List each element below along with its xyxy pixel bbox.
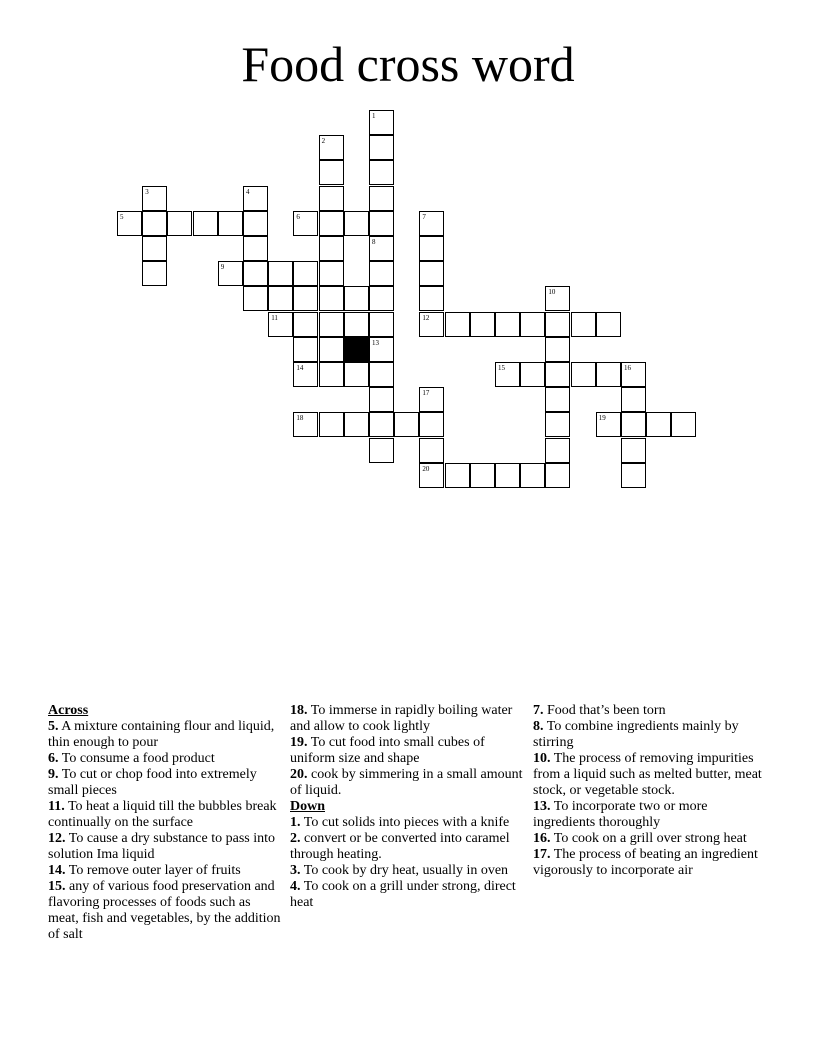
down-clue	[533, 703, 769, 719]
grid-cell[interactable]	[545, 463, 570, 488]
clue-number: 8	[372, 238, 376, 246]
clue-number-label: 2.	[290, 831, 301, 846]
crossword-grid	[0, 0, 816, 500]
clue-number: 6	[296, 212, 300, 221]
across-clue	[290, 735, 526, 767]
grid-cell[interactable]	[545, 387, 570, 412]
grid-cell[interactable]	[621, 412, 646, 437]
down-heading: Down	[290, 799, 326, 814]
clues-column-3	[533, 703, 769, 879]
grid-cell[interactable]	[369, 160, 394, 185]
grid-cell[interactable]	[419, 438, 444, 463]
clue-number-label: 15.	[48, 879, 66, 894]
grid-cell[interactable]	[369, 412, 394, 437]
down-clue	[290, 863, 526, 879]
clue-number: 18	[296, 414, 304, 423]
down-clue	[533, 719, 769, 751]
clue-text: To cause a dry substance to pass into solution Ima liquid	[48, 831, 275, 862]
clue-number-label: 10.	[533, 751, 551, 766]
grid-cell[interactable]	[419, 412, 444, 437]
grid-cell[interactable]	[293, 286, 318, 311]
grid-cell[interactable]	[419, 236, 444, 261]
grid-cell[interactable]	[243, 211, 268, 236]
clue-number-label: 4.	[290, 879, 301, 894]
clue-number: 12	[422, 313, 430, 322]
across-clue	[48, 879, 284, 943]
grid-cell[interactable]	[117, 211, 142, 236]
grid-cell[interactable]	[167, 211, 192, 236]
clue-text: To remove outer layer of fruits	[65, 863, 241, 878]
grid-cell[interactable]	[293, 261, 318, 286]
clue-text: To heat a liquid till the bubbles break continually on the surface	[48, 799, 277, 830]
grid-cell[interactable]	[319, 337, 344, 362]
across-clue	[48, 831, 284, 863]
grid-cell[interactable]	[319, 211, 344, 236]
clue-number-label: 1.	[290, 815, 301, 830]
clue-number-label: 9.	[48, 767, 59, 782]
grid-cell[interactable]	[243, 261, 268, 286]
grid-cell[interactable]	[319, 160, 344, 185]
across-clue	[48, 863, 284, 879]
grid-cell[interactable]	[495, 362, 520, 387]
grid-cell[interactable]	[520, 362, 545, 387]
grid-cell[interactable]	[344, 286, 369, 311]
grid-cell[interactable]	[243, 286, 268, 311]
grid-cell[interactable]	[495, 463, 520, 488]
grid-cell[interactable]	[621, 438, 646, 463]
clue-text: To cook on a grill over strong heat	[550, 831, 747, 846]
clue-number: 16	[624, 364, 631, 372]
clue-text: Food that’s been torn	[543, 703, 666, 718]
clue-number: 3	[145, 187, 149, 196]
grid-cell[interactable]	[596, 312, 621, 337]
black-square	[344, 337, 369, 362]
clue-number-label: 5.	[48, 719, 59, 734]
grid-cell[interactable]	[319, 261, 344, 286]
grid-cell[interactable]	[445, 463, 470, 488]
across-clue	[48, 767, 284, 799]
clue-number-label: 11.	[48, 799, 65, 814]
grid-cell[interactable]	[142, 236, 167, 261]
down-clue	[533, 751, 769, 799]
grid-cell[interactable]	[268, 261, 293, 286]
grid-cell[interactable]	[243, 186, 268, 211]
clue-number: 7	[422, 212, 426, 221]
down-clue	[533, 847, 769, 879]
across-clue	[48, 799, 284, 831]
clue-number: 9	[220, 263, 225, 272]
clue-text: To consume a food product	[58, 751, 215, 766]
clue-number: 19	[598, 414, 606, 423]
grid-cell[interactable]	[545, 337, 570, 362]
grid-cell[interactable]	[193, 211, 218, 236]
grid-cell[interactable]	[319, 236, 344, 261]
clue-text: convert or be converted into caramel through heating.	[290, 831, 510, 862]
grid-cell[interactable]	[545, 286, 570, 311]
clue-number: 2	[321, 137, 326, 146]
grid-cell[interactable]	[268, 312, 293, 337]
clue-number-label: 13.	[533, 799, 551, 814]
grid-cell[interactable]	[293, 337, 318, 362]
clue-text: To cut solids into pieces with a knife	[300, 815, 510, 830]
clue-text: To cut or chop food into extremely small pieces	[48, 767, 257, 798]
grid-cell[interactable]	[419, 387, 444, 412]
grid-cell[interactable]	[470, 312, 495, 337]
clue-number: 20	[422, 464, 430, 473]
down-clue	[290, 879, 526, 911]
grid-cell[interactable]	[369, 438, 394, 463]
clue-text: cook by simmering in a small amount of liquid.	[290, 767, 523, 798]
grid-cell[interactable]	[243, 236, 268, 261]
clues-column-2	[290, 703, 526, 911]
clue-number-label: 8.	[533, 719, 544, 734]
grid-cell[interactable]	[369, 337, 394, 362]
grid-cell[interactable]	[369, 236, 394, 261]
grid-cell[interactable]	[520, 312, 545, 337]
grid-cell[interactable]	[419, 286, 444, 311]
clue-text: To cook on a grill under strong, direct heat	[290, 879, 516, 910]
clues-column-1	[48, 703, 284, 943]
clue-number-label: 14.	[48, 863, 66, 878]
grid-cell[interactable]	[369, 186, 394, 211]
grid-cell[interactable]	[545, 438, 570, 463]
down-clue	[533, 799, 769, 831]
grid-cell[interactable]	[394, 412, 419, 437]
grid-cell[interactable]	[369, 362, 394, 387]
grid-cell[interactable]	[319, 186, 344, 211]
clue-text: To incorporate two or more ingredients thoroughly	[533, 799, 708, 830]
clue-number-label: 19.	[290, 735, 308, 750]
grid-cell[interactable]	[319, 135, 344, 160]
across-heading: Across	[48, 703, 89, 718]
clue-number-label: 6.	[48, 751, 59, 766]
grid-cell[interactable]	[419, 312, 444, 337]
clue-text: To combine ingredients mainly by stirring	[533, 719, 739, 750]
grid-cell[interactable]	[470, 463, 495, 488]
grid-cell[interactable]	[218, 261, 243, 286]
grid-cell[interactable]	[419, 261, 444, 286]
grid-cell[interactable]	[495, 312, 520, 337]
clue-number-label: 18.	[290, 703, 308, 718]
grid-cell[interactable]	[218, 211, 243, 236]
clue-number: 5	[120, 212, 124, 221]
clue-text: A mixture containing flour and liquid, thin enough to pour	[48, 719, 275, 750]
grid-cell[interactable]	[344, 211, 369, 236]
page-title: Food cross word	[241, 36, 575, 92]
grid-cell[interactable]	[520, 463, 545, 488]
grid-cell[interactable]	[445, 312, 470, 337]
grid-cell[interactable]	[319, 312, 344, 337]
grid-cell[interactable]	[293, 211, 318, 236]
clue-number-label: 17.	[533, 847, 551, 862]
clue-text: To immerse in rapidly boiling water and allow to cook lightly	[290, 703, 513, 734]
clue-number-label: 16.	[533, 831, 551, 846]
grid-cell[interactable]	[621, 387, 646, 412]
grid-cell[interactable]	[545, 412, 570, 437]
grid-cell[interactable]	[369, 110, 394, 135]
clue-number: 11	[271, 313, 278, 322]
grid-cell[interactable]	[344, 312, 369, 337]
grid-cell[interactable]	[545, 312, 570, 337]
grid-cell[interactable]	[369, 261, 394, 286]
grid-cell[interactable]	[293, 312, 318, 337]
grid-cell[interactable]	[142, 186, 167, 211]
clue-number: 13	[372, 338, 379, 347]
clue-number: 14	[296, 364, 304, 372]
across-clue	[290, 703, 526, 735]
clue-text: any of various food preservation and flavoring processes of foods such as meat, fish and vegetables, by the addition of salt	[48, 879, 281, 942]
grid-cell[interactable]	[571, 312, 596, 337]
grid-cell[interactable]	[621, 463, 646, 488]
grid-cell[interactable]	[319, 412, 344, 437]
grid-cell[interactable]	[545, 362, 570, 387]
grid-cell[interactable]	[671, 412, 696, 437]
across-clue	[48, 751, 284, 767]
grid-cell[interactable]	[621, 362, 646, 387]
clue-number: 15	[498, 364, 505, 372]
clue-number: 1	[372, 112, 376, 120]
grid-cell[interactable]	[369, 286, 394, 311]
clue-number-label: 20.	[290, 767, 308, 782]
grid-cell[interactable]	[369, 211, 394, 236]
clue-number-label: 7.	[533, 703, 544, 718]
grid-cell[interactable]	[596, 362, 621, 387]
clue-text: The process of removing impurities from a liquid such as melted butter, meat stock, or vegetable stock.	[533, 751, 762, 798]
clue-text: The process of beating an ingredient vigorously to incorporate air	[533, 847, 758, 878]
grid-cell[interactable]	[344, 362, 369, 387]
grid-cell[interactable]	[293, 412, 318, 437]
clue-number-label: 3.	[290, 863, 301, 878]
clue-number: 4	[246, 187, 250, 196]
grid-cell[interactable]	[369, 387, 394, 412]
clue-number-label: 12.	[48, 831, 66, 846]
grid-cell[interactable]	[646, 412, 671, 437]
grid-cell[interactable]	[268, 286, 293, 311]
grid-cell[interactable]	[369, 135, 394, 160]
across-clue	[48, 719, 284, 751]
grid-cell[interactable]	[142, 211, 167, 236]
grid-cell[interactable]	[596, 412, 621, 437]
grid-cell[interactable]	[419, 463, 444, 488]
down-clue	[533, 831, 769, 847]
grid-cell[interactable]	[571, 362, 596, 387]
grid-cell[interactable]	[419, 211, 444, 236]
clue-number: 10	[548, 288, 556, 297]
grid-cell[interactable]	[319, 286, 344, 311]
grid-cell[interactable]	[319, 362, 344, 387]
down-clue	[290, 831, 526, 863]
grid-cell[interactable]	[344, 412, 369, 437]
down-clue	[290, 815, 526, 831]
grid-cell[interactable]	[369, 312, 394, 337]
grid-cell[interactable]	[142, 261, 167, 286]
grid-cell[interactable]	[293, 362, 318, 387]
clue-text: To cook by dry heat, usually in oven	[300, 863, 509, 878]
clue-number: 17	[422, 389, 430, 398]
clue-text: To cut food into small cubes of uniform size and shape	[290, 735, 485, 766]
across-clue	[290, 767, 526, 799]
